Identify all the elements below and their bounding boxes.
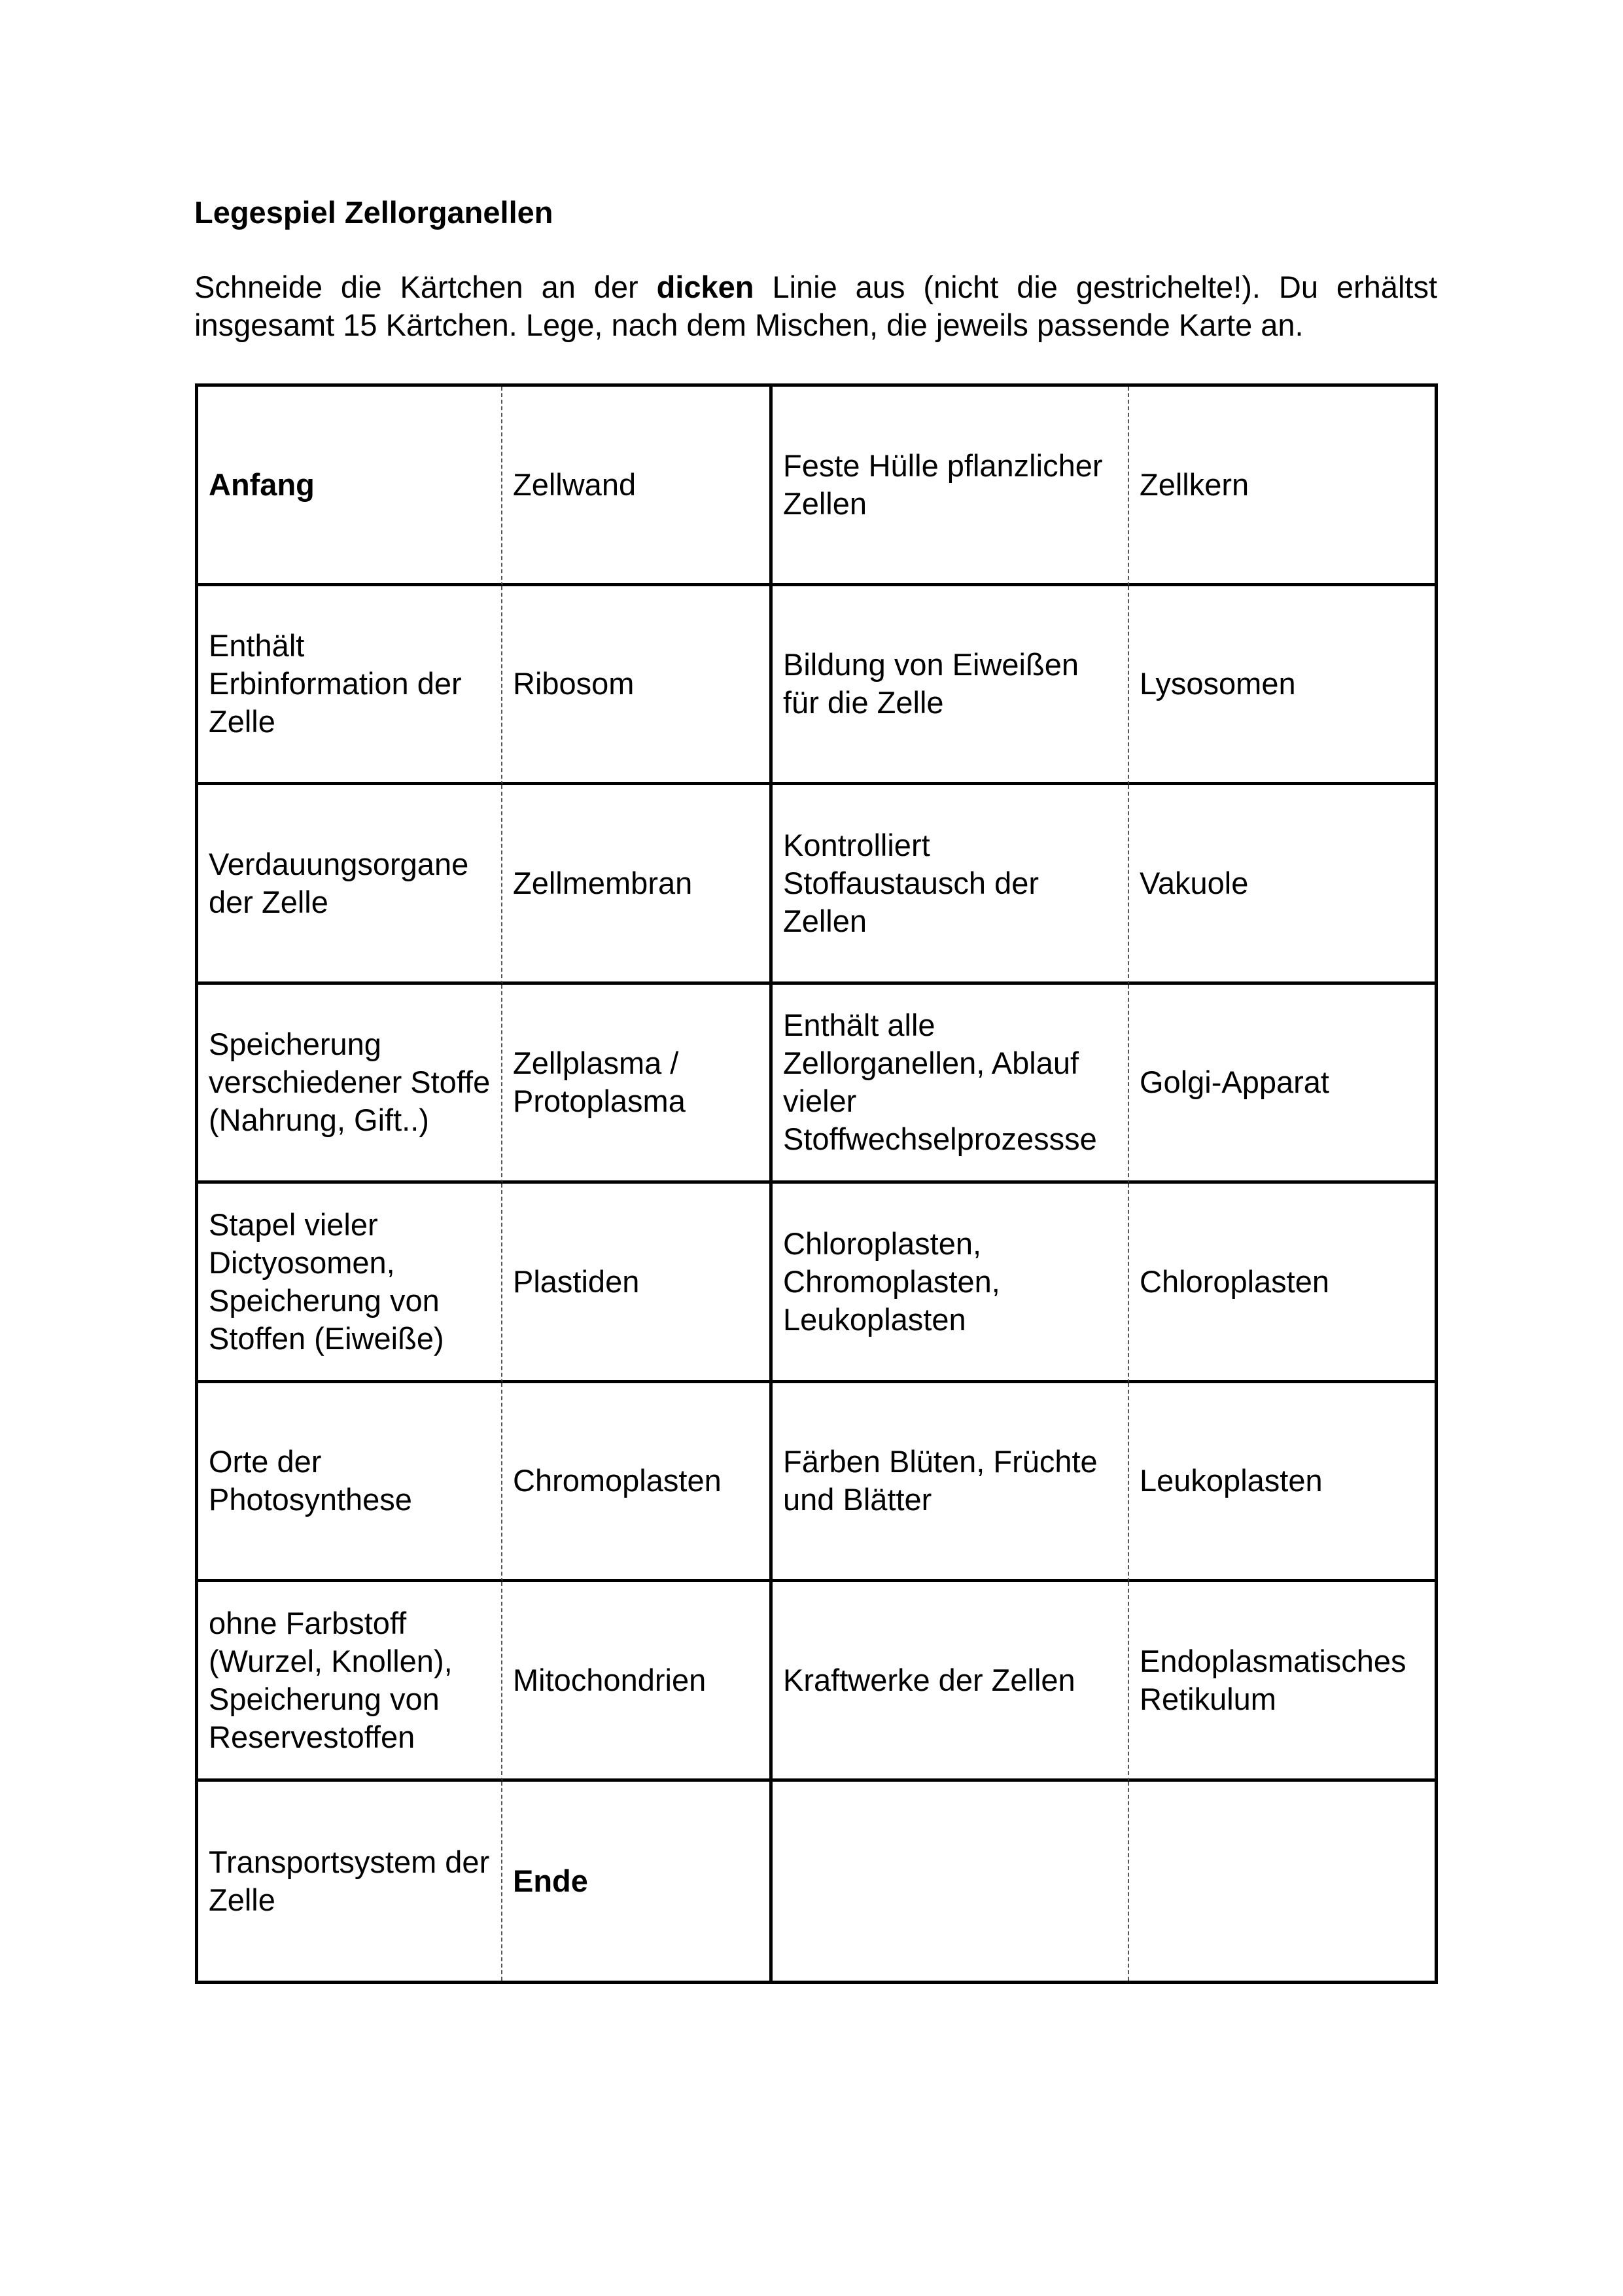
card-end: Ende [502,1782,773,1981]
card-term: Ribosom [502,586,773,786]
card-description: Feste Hülle pflanzlicher Zellen [773,387,1129,586]
card-description: Verdauungsorgane der Zelle [198,785,502,985]
card-term: Lysosomen [1129,586,1435,786]
card-term: Chromoplasten [502,1383,773,1583]
card-description: Chloroplasten, Chromoplasten, Leukoplasten [773,1184,1129,1383]
card-term: Zellwand [502,387,773,586]
card-description: Enthält Erbinformation der Zelle [198,586,502,786]
card-description: Transportsystem der Zelle [198,1782,502,1981]
card-description: Färben Blüten, Früchte und Blätter [773,1383,1129,1583]
instructions-emphasis: dicken [656,270,754,304]
card-description: Enthält alle Zellorganellen, Ablauf vieler Stoffwechselprozessse [773,985,1129,1184]
card-term: Vakuole [1129,785,1435,985]
card-description: Stapel vieler Dictyosomen, Speicherung von Stoffen (Eiweiße) [198,1184,502,1383]
card-empty [773,1782,1129,1981]
card-term: Endoplasmatisches Retikulum [1129,1582,1435,1782]
card-description: Speicherung verschiedener Stoffe (Nahrung, Gift..) [198,985,502,1184]
card-term: Mitochondrien [502,1582,773,1782]
card-term: Zellmembran [502,785,773,985]
card-empty [1129,1782,1435,1981]
instructions-paragraph [194,268,1437,344]
card-description: Kraftwerke der Zellen [773,1582,1129,1782]
card-term: Plastiden [502,1184,773,1383]
instructions-text-1: Schneide die Kärtchen an der [194,270,657,304]
page-title: Legespiel Zellorganellen [194,195,553,230]
card-term: Zellkern [1129,387,1435,586]
instructions-text-2: Linie aus (nicht die gestrichelte!). Du erhältst insgesamt 15 Kärtchen. Lege, nach dem Mischen, die jeweils passende Karte an. [194,270,1437,342]
card-term: Zellplasma / Protoplasma [502,985,773,1184]
card-start: Anfang [198,387,502,586]
card-description: Kontrolliert Stoffaustausch der Zellen [773,785,1129,985]
card-description: Bildung von Eiweißen für die Zelle [773,586,1129,786]
card-term: Chloroplasten [1129,1184,1435,1383]
card-description: ohne Farbstoff (Wurzel, Knollen), Speicherung von Reservestoffen [198,1582,502,1782]
card-description: Orte der Photosynthese [198,1383,502,1583]
card-term: Leukoplasten [1129,1383,1435,1583]
card-grid [195,383,1438,1984]
card-term: Golgi-Apparat [1129,985,1435,1184]
